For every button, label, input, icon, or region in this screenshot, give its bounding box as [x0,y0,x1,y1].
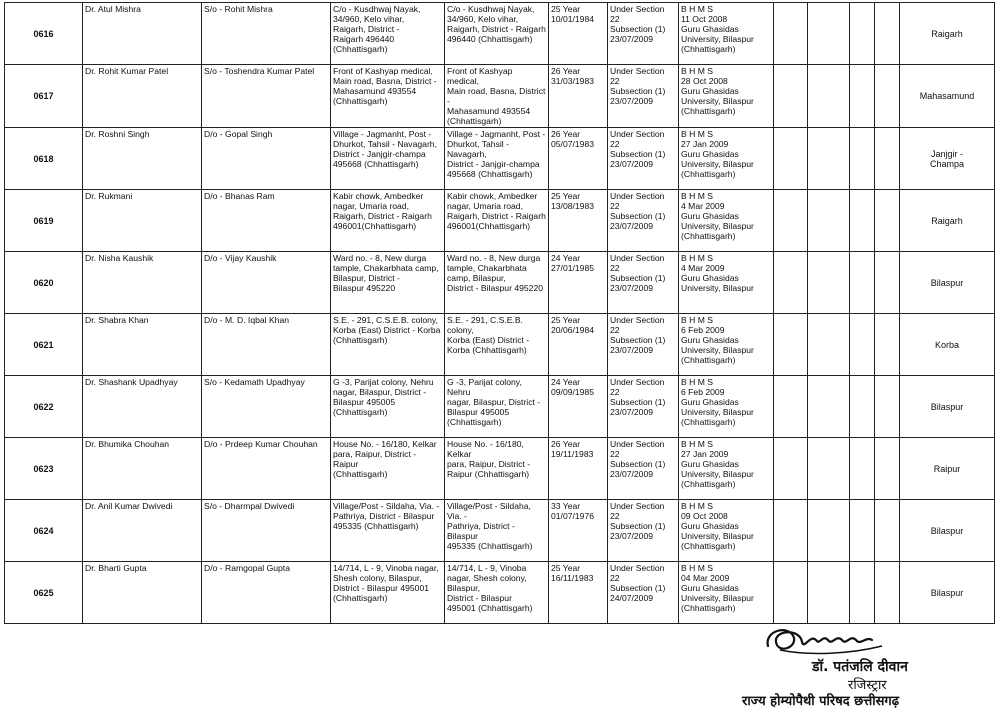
doctor-name: Dr. Roshni Singh [83,128,202,190]
district: Raigarh [900,190,995,252]
serial-number: 0620 [5,252,83,314]
blank-cell [774,65,808,128]
age-dob: 25 Year 16/11/1983 [549,562,608,624]
correspondence-address: G -3, Parijat colony, Nehru nagar, Bilaspur, District - Bilaspur 495005 (Chhattisgarh) [445,376,549,438]
age-dob: 26 Year 05/07/1983 [549,128,608,190]
qualification: B H M S 27 Jan 2009 Guru Ghasidas University, Bilaspur (Chhattisgarh) [679,128,774,190]
doctor-name: Dr. Shashank Upadhyay [83,376,202,438]
blank-cell [808,314,850,376]
table-row [5,562,995,624]
age-dob: 25 Year 20/06/1984 [549,314,608,376]
table-row [5,438,995,500]
blank-cell [850,314,875,376]
parent-name: D/o - Prdeep Kumar Chouhan [202,438,331,500]
registration-section: Under Section 22 Subsection (1) 23/07/2009 [608,438,679,500]
permanent-address: G -3, Parijat colony, Nehru nagar, Bilaspur, District - Bilaspur 495005 (Chhattisgarh) [331,376,445,438]
table-row [5,65,995,128]
qualification: B H M S 11 Oct 2008 Guru Ghasidas University, Bilaspur (Chhattisgarh) [679,3,774,65]
registration-section: Under Section 22 Subsection (1) 23/07/2009 [608,376,679,438]
correspondence-address: Village/Post - Sildaha, Via. - Pathriya, District - Bilaspur 495335 (Chhattisgarh) [445,500,549,562]
blank-cell [850,65,875,128]
registrar-name: डॉ. पतंजलि दीवान [812,659,908,675]
blank-cell [875,562,900,624]
qualification: B H M S 4 Mar 2009 Guru Ghasidas University, Bilaspur (Chhattisgarh) [679,190,774,252]
permanent-address: Village - Jagmanht, Post - Dhurkot, Tahsil - Navagarh, District - Janjgir-champa 495668 (Chhattisgarh) [331,128,445,190]
table-row [5,252,995,314]
doctor-name: Dr. Shabra Khan [83,314,202,376]
blank-cell [850,438,875,500]
blank-cell [875,314,900,376]
blank-cell [875,500,900,562]
registration-section: Under Section 22 Subsection (1) 23/07/2009 [608,252,679,314]
serial-number: 0622 [5,376,83,438]
blank-cell [774,252,808,314]
registration-section: Under Section 22 Subsection (1) 24/07/2009 [608,562,679,624]
blank-cell [774,128,808,190]
blank-cell [850,252,875,314]
qualification: B H M S 6 Feb 2009 Guru Ghasidas University, Bilaspur (Chhattisgarh) [679,376,774,438]
parent-name: D/o - Bhanas Ram [202,190,331,252]
blank-cell [774,3,808,65]
blank-cell [808,3,850,65]
table-row [5,190,995,252]
blank-cell [774,190,808,252]
age-dob: 24 Year 09/09/1985 [549,376,608,438]
correspondence-address: House No. - 16/180, Kelkar para, Raipur, District - Raipur (Chhattisgarh) [445,438,549,500]
table-body [5,3,995,624]
registration-section: Under Section 22 Subsection (1) 23/07/2009 [608,314,679,376]
doctor-name: Dr. Bharti Gupta [83,562,202,624]
blank-cell [808,190,850,252]
parent-name: D/o - Gopal Singh [202,128,331,190]
permanent-address: Front of Kashyap medical, Main road, Basna, District - Mahasamund 493554 (Chhattisgarh) [331,65,445,128]
district: Korba [900,314,995,376]
blank-cell [875,252,900,314]
doctor-name: Dr. Atul Mishra [83,3,202,65]
table-row [5,500,995,562]
correspondence-address: 14/714, L - 9, Vinoba nagar, Shesh colony, Bilaspur, District - Bilaspur 495001 (Chhattisgarh) [445,562,549,624]
parent-name: D/o - M. D. Iqbal Khan [202,314,331,376]
serial-number: 0621 [5,314,83,376]
permanent-address: S.E. - 291, C.S.E.B. colony, Korba (East) District - Korba (Chhattisgarh) [331,314,445,376]
correspondence-address: Front of Kashyap medical, Main road, Basna, District - Mahasamund 493554 (Chhattisgarh) [445,65,549,128]
blank-cell [808,500,850,562]
blank-cell [774,438,808,500]
correspondence-address: C/o - Kusdhwaj Nayak, 34/960, Kelo vihar, Raigarh, District - Raigarh 496440 (Chhattisgarh) [445,3,549,65]
district: Mahasamund [900,65,995,128]
serial-number: 0625 [5,562,83,624]
correspondence-address: Ward no. - 8, New durga tample, Chakarbhata camp, Bilaspur, District - Bilaspur 495220 [445,252,549,314]
blank-cell [875,438,900,500]
parent-name: S/o - Kedamath Upadhyay [202,376,331,438]
permanent-address: Village/Post - Sildaha, Via. - Pathriya, District - Bilaspur 495335 (Chhattisgarh) [331,500,445,562]
district: Janjgir - Champa [900,128,995,190]
permanent-address: House No. - 16/180, Kelkar para, Raipur, District - Raipur (Chhattisgarh) [331,438,445,500]
correspondence-address: S.E. - 291, C.S.E.B. colony, Korba (East) District - Korba (Chhattisgarh) [445,314,549,376]
permanent-address: Ward no. - 8, New durga tample, Chakarbhata camp, Bilaspur, District - Bilaspur 495220 [331,252,445,314]
age-dob: 33 Year 01/07/1976 [549,500,608,562]
blank-cell [774,314,808,376]
permanent-address: 14/714, L - 9, Vinoba nagar, Shesh colony, Bilaspur, District - Bilaspur 495001 (Chhattisgarh) [331,562,445,624]
doctor-name: Dr. Rukmani [83,190,202,252]
blank-cell [774,500,808,562]
blank-cell [850,190,875,252]
qualification: B H M S 09 Oct 2008 Guru Ghasidas University, Bilaspur (Chhattisgarh) [679,500,774,562]
parent-name: D/o - Ramgopal Gupta [202,562,331,624]
qualification: B H M S 27 Jan 2009 Guru Ghasidas University, Bilaspur (Chhattisgarh) [679,438,774,500]
district: Bilaspur [900,500,995,562]
registrar-designation: रजिस्ट्रार [848,678,887,693]
doctor-name: Dr. Bhumika Chouhan [83,438,202,500]
blank-cell [850,376,875,438]
qualification: B H M S 6 Feb 2009 Guru Ghasidas University, Bilaspur (Chhattisgarh) [679,314,774,376]
blank-cell [850,500,875,562]
table-row [5,128,995,190]
age-dob: 26 Year 31/03/1983 [549,65,608,128]
blank-cell [808,562,850,624]
permanent-address: Kabir chowk, Ambedker nagar, Umaria road, Raigarh, District - Raigarh 496001(Chhattisgarh) [331,190,445,252]
blank-cell [808,376,850,438]
blank-cell [850,562,875,624]
blank-cell [875,65,900,128]
table-row [5,314,995,376]
district: Raipur [900,438,995,500]
registration-section: Under Section 22 Subsection (1) 23/07/2009 [608,190,679,252]
doctor-name: Dr. Rohit Kumar Patel [83,65,202,128]
council-name: राज्य होम्योपैथी परिषद छत्तीसगढ़ [742,694,900,709]
blank-cell [808,128,850,190]
registration-section: Under Section 22 Subsection (1) 23/07/2009 [608,128,679,190]
blank-cell [808,252,850,314]
qualification: B H M S 4 Mar 2009 Guru Ghasidas University, Bilaspur [679,252,774,314]
serial-number: 0623 [5,438,83,500]
blank-cell [774,562,808,624]
qualification: B H M S 04 Mar 2009 Guru Ghasidas University, Bilaspur (Chhattisgarh) [679,562,774,624]
parent-name: S/o - Dharmpal Dwivedi [202,500,331,562]
registration-table [4,2,995,624]
registration-section: Under Section 22 Subsection (1) 23/07/2009 [608,3,679,65]
age-dob: 25 Year 13/08/1983 [549,190,608,252]
table-row [5,3,995,65]
correspondence-address: Village - Jagmanht, Post - Dhurkot, Tahsil - Navagarh, District - Janjgir-champa 495668 (Chhattisgarh) [445,128,549,190]
qualification: B H M S 28 Oct 2008 Guru Ghasidas University, Bilaspur (Chhattisgarh) [679,65,774,128]
table-row [5,376,995,438]
serial-number: 0618 [5,128,83,190]
serial-number: 0617 [5,65,83,128]
registration-section: Under Section 22 Subsection (1) 23/07/2009 [608,65,679,128]
district: Raigarh [900,3,995,65]
blank-cell [850,3,875,65]
serial-number: 0616 [5,3,83,65]
blank-cell [774,376,808,438]
blank-cell [875,190,900,252]
serial-number: 0624 [5,500,83,562]
signature-image [760,620,890,660]
age-dob: 24 Year 27/01/1985 [549,252,608,314]
parent-name: D/o - Vijay Kaushik [202,252,331,314]
doctor-name: Dr. Anil Kumar Dwivedi [83,500,202,562]
parent-name: S/o - Rohit Mishra [202,3,331,65]
blank-cell [875,376,900,438]
district: Bilaspur [900,376,995,438]
blank-cell [850,128,875,190]
age-dob: 26 Year 19/11/1983 [549,438,608,500]
parent-name: S/o - Toshendra Kumar Patel [202,65,331,128]
age-dob: 25 Year 10/01/1984 [549,3,608,65]
blank-cell [875,3,900,65]
registration-section: Under Section 22 Subsection (1) 23/07/2009 [608,500,679,562]
blank-cell [875,128,900,190]
permanent-address: C/o - Kusdhwaj Nayak, 34/960, Kelo vihar, Raigarh, District - Raigarh 496440 (Chhattisgarh) [331,3,445,65]
district: Bilaspur [900,252,995,314]
district: Bilaspur [900,562,995,624]
serial-number: 0619 [5,190,83,252]
blank-cell [808,65,850,128]
blank-cell [808,438,850,500]
doctor-name: Dr. Nisha Kaushik [83,252,202,314]
correspondence-address: Kabir chowk, Ambedker nagar, Umaria road, Raigarh, District - Raigarh 496001(Chhattisgarh) [445,190,549,252]
